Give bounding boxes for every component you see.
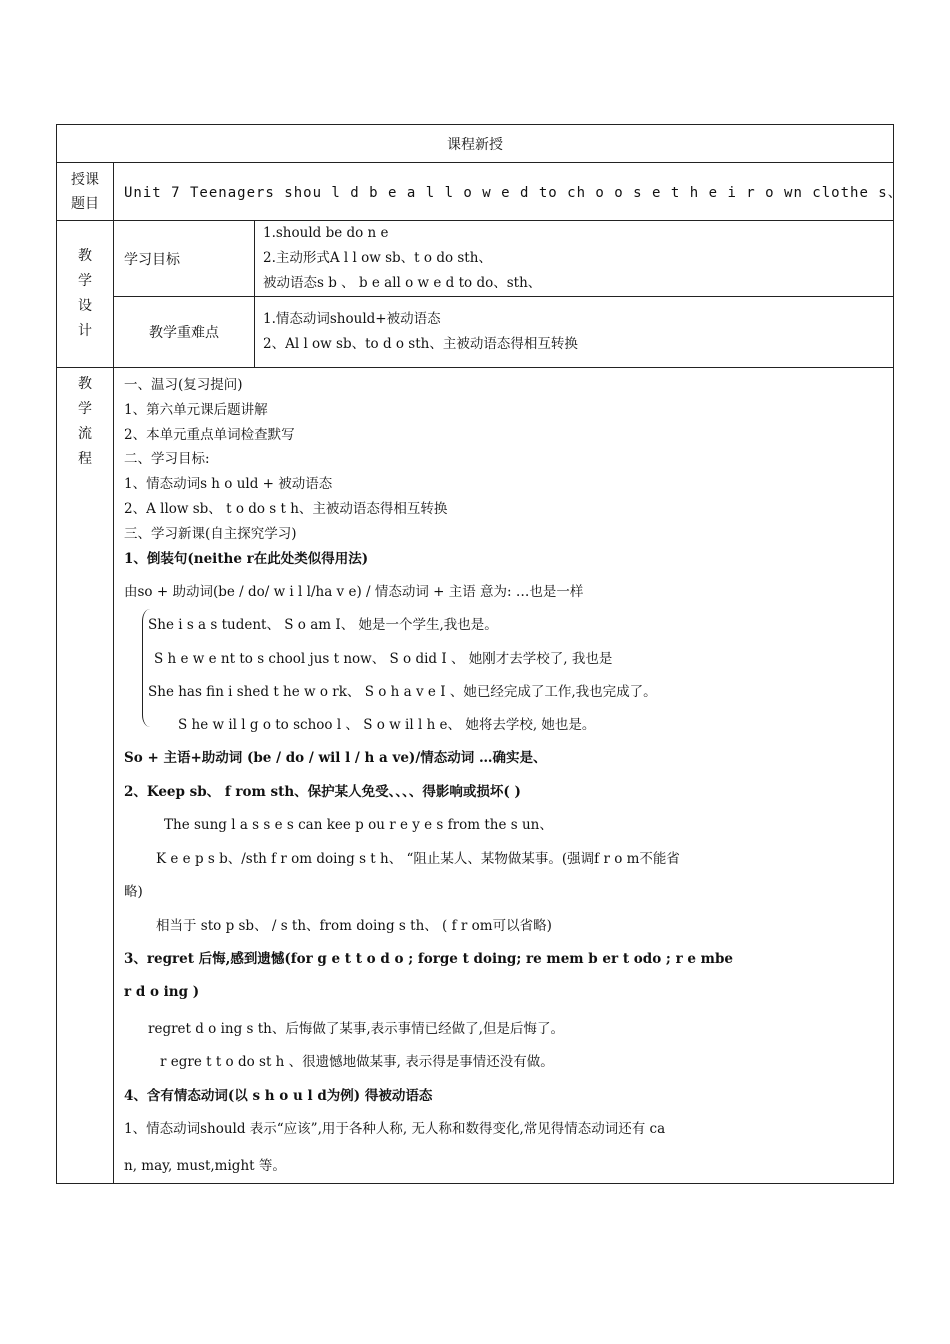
flow-content bbox=[114, 368, 894, 1184]
flow-lines bbox=[124, 373, 893, 1173]
design-label-char: 教 bbox=[78, 248, 92, 264]
flow-line: 4、含有情态动词(以 s h o u l d为例) 得被动语态 bbox=[124, 1088, 433, 1104]
key-line: 2、Al l ow sb、to d o sth、主被动语态得相互转换 bbox=[263, 336, 578, 352]
flow-line: 1、情态动词should 表示“应该”,用于各种人称, 无人称和数得变化,常见得情态动词还有 ca bbox=[124, 1121, 666, 1137]
flow-line: 2、本单元重点单词检查默写 bbox=[124, 427, 295, 443]
topic-text: Unit 7 Teenagers shou l d b e a l l o w e d to ch o o s e t h e i r o wn clothe s、 bbox=[114, 163, 894, 221]
flow-line: 一、温习(复习提问) bbox=[124, 377, 243, 393]
flow-line: So + 主语+助动词 (be / do / wil l / h a ve)/情态动词 …确实是、 bbox=[124, 750, 547, 766]
design-label-char: 学 bbox=[78, 273, 92, 289]
flow-line: She i s a s tudent、 S o am I、 她是一个学生,我也是。 bbox=[148, 617, 498, 633]
flow-line: K e e p s b、/sth f r om doing s t h、 “阻止某人、某物做某事。(强调f r o m不能省 bbox=[156, 851, 680, 867]
key-points-content bbox=[255, 297, 894, 368]
flow-label-char: 程 bbox=[78, 451, 92, 467]
key-line: 1.情态动词should+被动语态 bbox=[263, 311, 441, 327]
flow-line: 相当于 sto p sb、 / s th、from doing s th、 ( f r om可以省略) bbox=[156, 918, 552, 934]
flow-line: 2、A llow sb、 t o do s t h、主被动语态得相互转换 bbox=[124, 501, 448, 517]
goal-line: 2.主动形式A l l ow sb、t o do sth、 bbox=[263, 250, 492, 266]
flow-line: n, may, must,might 等。 bbox=[124, 1158, 286, 1174]
lesson-table bbox=[56, 124, 903, 1184]
flow-line: The sung l a s s e s can kee p ou r e y e s from the s un、 bbox=[164, 817, 553, 833]
flow-line: 略) bbox=[124, 884, 143, 900]
flow-line: 由so + 助动词(be / do/ w i l l/ha v e) / 情态动词 + 主语 意为: …也是一样 bbox=[124, 584, 584, 600]
topic-label bbox=[57, 163, 114, 221]
section-header: 课程新授 bbox=[57, 125, 894, 163]
flow-line: r egre t t o do st h 、很遗憾地做某事, 表示得是事情还没有做。 bbox=[160, 1054, 554, 1070]
flow-label-char: 学 bbox=[78, 401, 92, 417]
goal-line: 1.should be do n e bbox=[263, 225, 389, 241]
goal-line: 被动语态s b 、 b e all o w e d to do、sth、 bbox=[263, 275, 542, 291]
flow-label-char: 教 bbox=[78, 376, 92, 392]
flow-line: regret d o ing s th、后悔做了某事,表示事情已经做了,但是后悔了。 bbox=[148, 1021, 564, 1037]
flow-line: 1、情态动词s h o uld + 被动语态 bbox=[124, 476, 333, 492]
key-points-label: 教学重难点 bbox=[114, 297, 255, 368]
flow-line: 二、学习目标: bbox=[124, 451, 210, 467]
topic-label-line: 授课 bbox=[71, 171, 99, 188]
flow-line: 2、Keep sb、 f rom sth、保护某人免受、、、、得影响或损坏( ) bbox=[124, 784, 521, 800]
flow-line: 三、学习新课(自主探究学习) bbox=[124, 526, 297, 542]
flow-line: S h e w e nt to s chool jus t now、 S o did I 、 她刚才去学校了, 我也是 bbox=[154, 651, 613, 667]
flow-line: She has fin i shed t he w o rk、 S o h a v e I 、她已经完成了工作,我也完成了。 bbox=[148, 684, 657, 700]
design-label bbox=[57, 221, 114, 368]
goals-content bbox=[255, 221, 894, 297]
flow-line: 3、regret 后悔,感到遗憾(for g e t t o d o ; forge t doing; re mem b er t odo ; r e mbe bbox=[124, 951, 733, 967]
flow-label-char: 流 bbox=[78, 426, 92, 442]
goals-label: 学习目标 bbox=[114, 221, 255, 297]
flow-label bbox=[57, 368, 114, 1184]
flow-line: 1、第六单元课后题讲解 bbox=[124, 402, 268, 418]
topic-label-line: 题目 bbox=[71, 195, 99, 212]
flow-line: S he w il l g o to schoo l 、 S o w il l h e、 她将去学校, 她也是。 bbox=[178, 717, 596, 733]
design-label-char: 计 bbox=[78, 323, 92, 339]
flow-line: 1、倒装句(neithe r在此处类似得用法) bbox=[124, 551, 369, 567]
design-label-char: 设 bbox=[78, 298, 92, 314]
flow-line: r d o ing ) bbox=[124, 984, 200, 1000]
